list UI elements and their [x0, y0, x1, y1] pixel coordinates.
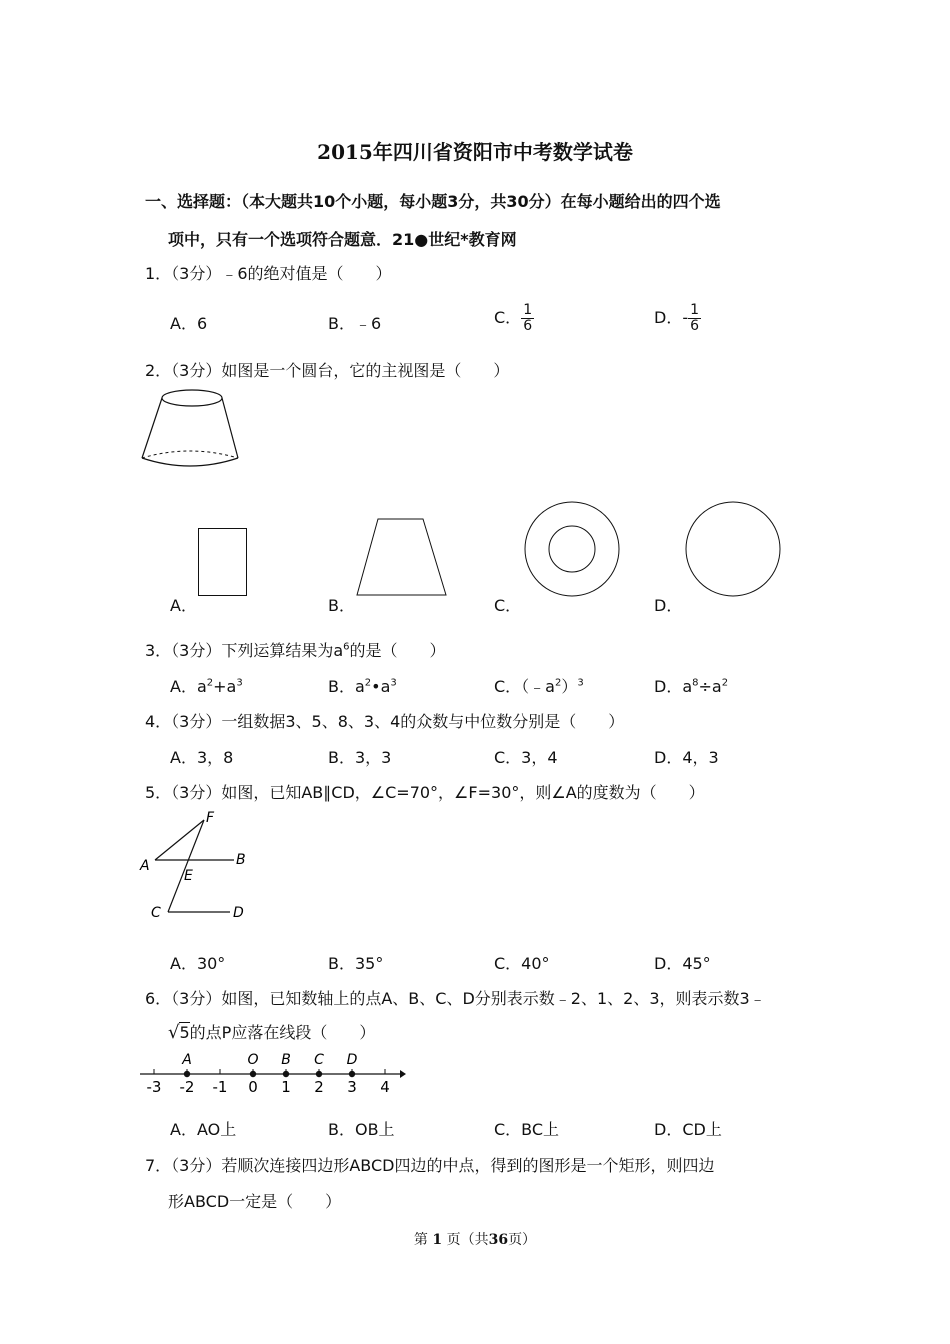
label-b: B [236, 852, 246, 868]
frustum-bottom-front [142, 458, 238, 466]
number-line-point [349, 1071, 355, 1077]
frustum-top-ellipse [162, 390, 222, 406]
question-2-stem: 2．（3分）如图是一个圆台，它的主视图是（ ） [145, 361, 510, 380]
q3-b-exp1: 2 [364, 677, 372, 689]
q3-d-text-mid: ÷a [698, 677, 722, 696]
number-line-tick-label: 0 [248, 1078, 258, 1096]
number-line-point-label: A [182, 1052, 192, 1068]
q3-c-text-mid: ） [561, 677, 578, 696]
footer-text-end: 页） [508, 1232, 537, 1248]
q1-option-a: A．6 [170, 314, 208, 333]
label-f: F [206, 810, 215, 826]
frustum-left-edge [142, 398, 162, 458]
q4-option-b: B．3，3 [328, 748, 392, 767]
number-line-point [283, 1071, 289, 1077]
frustum-figure [140, 388, 242, 472]
section-heading-line2: 项中，只有一个选项符合题意．21●世纪*教育网 [168, 230, 517, 249]
q6-option-c: C．BC上 [494, 1120, 560, 1139]
q1-option-c [494, 303, 534, 334]
q1-option-d-label: D． [654, 308, 683, 327]
number-line-arrow [400, 1070, 406, 1078]
q3-option-d [654, 674, 728, 697]
q6-option-d: D．CD上 [654, 1120, 722, 1139]
number-line-point-label: D [346, 1052, 358, 1068]
q5-option-a: A．30° [170, 954, 226, 973]
q3-c-text: C．（﹣a [494, 677, 555, 696]
fraction-denominator: 6 [690, 318, 700, 334]
number-line-point-label: O [247, 1052, 259, 1068]
number-line-point [184, 1071, 190, 1077]
minus-sign: - [682, 308, 689, 327]
q3-c-exp2: 3 [577, 677, 584, 689]
number-line-tick-label: -2 [179, 1078, 195, 1096]
q5-option-d: D．45° [654, 954, 711, 973]
number-line-tick-label: 2 [314, 1078, 324, 1096]
footer-page-number: 1 [432, 1232, 443, 1248]
footer-text-mid: 页（共 [446, 1232, 489, 1248]
q2-option-c-annulus [523, 500, 621, 598]
parallel-lines-figure [138, 808, 253, 924]
question-4-stem: 4．（3分）一组数据3、5、8、3、4的众数与中位数分别是（ ） [145, 712, 625, 731]
q4-option-d: D．4，3 [654, 748, 719, 767]
q3-stem-text: 3．（3分）下列运算结果为a [145, 641, 344, 660]
label-c: C [151, 905, 161, 921]
q6-option-a: A．AO上 [170, 1120, 237, 1139]
section-heading-line1: 一、选择题：（本大题共10个小题，每小题3分，共30分）在每小题给出的四个选 [145, 192, 721, 211]
fraction-numerator: 1 [690, 302, 700, 318]
q2-option-a: A． [170, 596, 197, 615]
frustum-bottom-back [142, 451, 238, 458]
q3-b-text: B．a [328, 677, 365, 696]
q3-b-text-mid: •a [371, 677, 391, 696]
q3-option-b [328, 674, 397, 697]
q2-option-b-trapezoid [356, 518, 448, 596]
q3-b-exp2: 3 [390, 677, 397, 689]
frustum-right-edge [222, 398, 238, 458]
question-6-line2 [168, 1020, 375, 1043]
q1-option-c-fraction [521, 303, 534, 334]
q4-option-a: A．3，8 [170, 748, 234, 767]
q3-a-text-mid: +a [213, 677, 237, 696]
q3-d-text: D．a [654, 677, 693, 696]
number-line-tick-label: -3 [146, 1078, 162, 1096]
q1-option-d [654, 303, 701, 334]
q1-option-c-label: C． [494, 308, 522, 327]
q2-option-a-rectangle [198, 528, 248, 596]
question-5-stem: 5．（3分）如图，已知AB∥CD，∠C=70°，∠F=30°，则∠A的度数为（ ） [145, 783, 705, 802]
q2-option-b: B． [328, 596, 355, 615]
question-7-line2: 形ABCD一定是（ ） [168, 1192, 342, 1211]
q6-line2-text: 的点P应落在线段（ ） [189, 1023, 376, 1042]
line-cf [168, 820, 204, 912]
question-7-line1: 7．（3分）若顺次连接四边形ABCD四边的中点，得到的图形是一个矩形，则四边 [145, 1156, 715, 1175]
label-e: E [184, 868, 193, 884]
q3-d-exp1: 8 [692, 677, 699, 689]
number-line-tick-label: 1 [281, 1078, 291, 1096]
question-6-line1: 6．（3分）如图，已知数轴上的点A、B、C、D分别表示数﹣2、1、2、3，则表示数3﹣ [145, 989, 766, 1008]
number-line-point [250, 1071, 256, 1077]
number-line-point-label: B [281, 1052, 291, 1068]
q3-a-exp2: 3 [236, 677, 243, 689]
footer-total-pages: 36 [488, 1232, 509, 1248]
q3-stem-text-end: 的是（ ） [349, 641, 446, 660]
page-title: 2015年四川省资阳市中考数学试卷 [317, 140, 633, 164]
number-line-tick-label: 3 [347, 1078, 357, 1096]
q5-option-b: B．35° [328, 954, 384, 973]
label-a: A [140, 858, 150, 874]
fraction-denominator: 6 [523, 318, 533, 334]
q1-option-d-fraction [688, 303, 701, 334]
q3-option-c [494, 674, 584, 697]
number-line-tick-label: -1 [212, 1078, 228, 1096]
label-d: D [233, 905, 244, 921]
fraction-numerator: 1 [523, 302, 533, 318]
q4-option-c: C．3，4 [494, 748, 558, 767]
q3-a-text: A．a [170, 677, 207, 696]
q2-option-d-circle [684, 500, 782, 598]
question-1-stem: 1．（3分）﹣6的绝对值是（ ） [145, 264, 392, 283]
number-line-figure [138, 1050, 408, 1098]
q3-stem-exponent: 6 [343, 641, 350, 653]
q3-d-exp2: 2 [721, 677, 729, 689]
number-line-point [316, 1071, 322, 1077]
q3-a-exp1: 2 [206, 677, 214, 689]
q3-c-exp1: 2 [554, 677, 562, 689]
sqrt-radicand: 5 [179, 1023, 190, 1042]
q2-option-d: D． [654, 596, 683, 615]
question-3-stem [145, 638, 446, 661]
q3-option-a [170, 674, 243, 697]
q5-option-c: C．40° [494, 954, 550, 973]
number-line-tick-label: 4 [380, 1078, 390, 1096]
number-line-point-label: C [314, 1052, 324, 1068]
page-footer [0, 1229, 950, 1249]
q6-option-b: B．OB上 [328, 1120, 395, 1139]
footer-text: 第 [413, 1232, 428, 1248]
sqrt-sign: √ [168, 1022, 180, 1043]
q2-option-c: C． [494, 596, 522, 615]
q1-option-b: B．﹣6 [328, 314, 382, 333]
